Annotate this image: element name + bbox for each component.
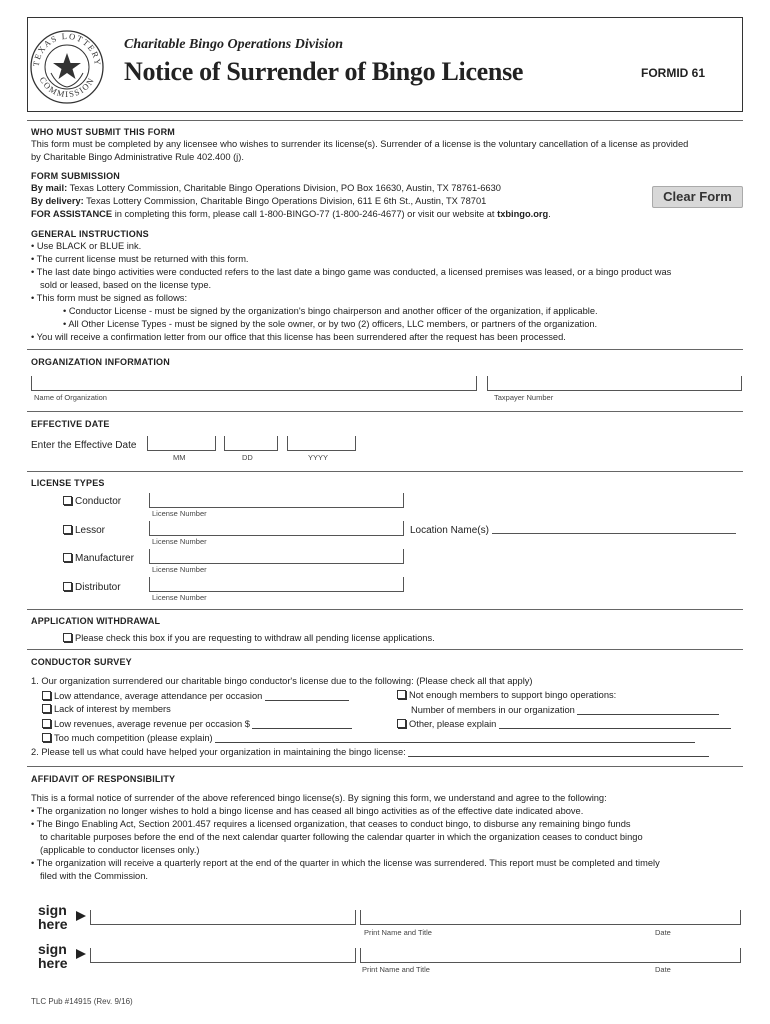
assistance-label: FOR ASSISTANCE — [31, 209, 113, 219]
instruction-item: • The last date bingo activities were conducted refers to the last date a bingo game was conducted, a licensed premises was leased, or a bingo product was — [31, 267, 672, 277]
effective-date-dd-field[interactable] — [224, 436, 278, 451]
divider — [27, 411, 743, 412]
not-enough-members-checkbox[interactable] — [397, 690, 616, 700]
affidavit-text: • The organization no longer wishes to hold a bingo license and has ceased all bingo activities as of the effective date indicated above. — [31, 806, 584, 816]
competition-checkbox[interactable] — [42, 732, 695, 743]
checkbox-icon — [42, 733, 51, 742]
checkbox-icon — [63, 553, 72, 562]
taxpayer-number-label: Taxpayer Number — [494, 393, 554, 402]
signature-field-1[interactable] — [90, 910, 356, 925]
affidavit-text: (applicable to conductor licenses only.) — [40, 845, 200, 855]
other-label: Other, please explain — [409, 719, 497, 729]
who-must-submit-text: by Charitable Bingo Administrative Rule 402.400 (j). — [31, 152, 244, 162]
competition-label: Too much competition (please explain) — [54, 733, 213, 743]
dd-label: DD — [242, 453, 253, 462]
divider — [27, 349, 743, 350]
conductor-license-number-field[interactable] — [149, 493, 404, 508]
arrow-right-icon — [75, 948, 87, 960]
number-of-members-field[interactable] — [577, 704, 719, 715]
general-instructions-heading: GENERAL INSTRUCTIONS — [31, 229, 149, 239]
instruction-item: • This form must be signed as follows: — [31, 293, 188, 303]
effective-date-heading: EFFECTIVE DATE — [31, 419, 110, 429]
affidavit-text: • The organization will receive a quarterly report at the end of the quarter in which the license was surrendered. This report must be completed and timely — [31, 858, 660, 868]
survey-question-2-field[interactable] — [408, 746, 709, 757]
affidavit-text: This is a formal notice of surrender of the above referenced bingo license(s). By signing this form, we understand and agree to the following: — [31, 793, 607, 803]
affidavit-text: filed with the Commission. — [40, 871, 148, 881]
not-enough-members-label: Not enough members to support bingo operations: — [409, 690, 617, 700]
organization-heading: ORGANIZATION INFORMATION — [31, 357, 170, 367]
number-of-members-label: Number of members in our organization — [411, 705, 575, 715]
checkbox-icon — [397, 690, 406, 699]
low-attendance-checkbox[interactable] — [42, 690, 349, 701]
instruction-item: • Use BLACK or BLUE ink. — [31, 241, 142, 251]
withdraw-applications-checkbox[interactable] — [63, 633, 435, 643]
clear-form-label: Clear Form — [663, 189, 732, 204]
mail-line — [31, 183, 501, 193]
print-name-label: Print Name and Title — [362, 965, 430, 974]
lessor-checkbox[interactable] — [63, 525, 105, 536]
affidavit-text: to charitable purposes before the end of the next calendar quarter following the calendar quarter in which the organization ceases to conduct bingo — [40, 832, 643, 842]
survey-question-1: 1. Our organization surrendered our charitable bingo conductor's license due to the following: (Please check all that apply) — [31, 676, 533, 686]
who-must-submit-heading: WHO MUST SUBMIT THIS FORM — [31, 127, 175, 137]
website-link[interactable]: txbingo.org — [497, 209, 549, 219]
delivery-label: By delivery: — [31, 196, 84, 206]
arrow-right-icon — [75, 910, 87, 922]
other-checkbox[interactable] — [397, 718, 731, 729]
checkbox-icon — [397, 719, 406, 728]
license-types-heading: LICENSE TYPES — [31, 478, 105, 488]
revenue-field[interactable] — [252, 718, 352, 729]
sign-here-label — [38, 942, 68, 970]
here-text: here — [38, 916, 68, 932]
here-text: here — [38, 955, 68, 971]
mail-label: By mail: — [31, 183, 68, 193]
clear-form-button[interactable] — [652, 186, 743, 208]
survey-question-2-label: 2. Please tell us what could have helped your organization in maintaining the bingo license: — [31, 747, 406, 757]
distributor-license-number-field[interactable] — [149, 577, 404, 592]
location-names-field[interactable] — [492, 523, 736, 534]
lack-interest-label: Lack of interest by members — [54, 704, 171, 714]
number-of-members — [411, 704, 719, 715]
effective-date-yyyy-field[interactable] — [287, 436, 356, 451]
form-submission-heading: FORM SUBMISSION — [31, 171, 121, 181]
conductor-label: Conductor — [75, 496, 122, 507]
instruction-item: • Conductor License - must be signed by the organization's bingo chairperson and another officer of the organization, if applicable. — [63, 306, 598, 316]
manufacturer-license-number-field[interactable] — [149, 549, 404, 564]
organization-name-field[interactable] — [31, 376, 477, 391]
checkbox-icon — [63, 582, 72, 591]
divider — [27, 766, 743, 767]
texas-lottery-seal — [27, 27, 107, 107]
divider — [27, 609, 743, 610]
low-revenues-label: Low revenues, average revenue per occasion $ — [54, 719, 250, 729]
lack-interest-checkbox[interactable] — [42, 704, 171, 714]
distributor-checkbox[interactable] — [63, 582, 121, 593]
license-number-label: License Number — [152, 509, 207, 518]
svg-text:COMMISSION: COMMISSION — [37, 75, 97, 100]
competition-explain-field[interactable] — [215, 732, 695, 743]
checkbox-icon — [42, 704, 51, 713]
survey-question-2 — [31, 746, 709, 757]
print-name-label: Print Name and Title — [364, 928, 432, 937]
instruction-item: • The current license must be returned with this form. — [31, 254, 249, 264]
footer-publication: TLC Pub #14915 (Rev. 9/16) — [31, 997, 133, 1006]
mm-label: MM — [173, 453, 186, 462]
checkbox-icon — [63, 496, 72, 505]
license-number-label: License Number — [152, 537, 207, 546]
divider — [27, 120, 743, 121]
conductor-survey-heading: CONDUCTOR SURVEY — [31, 657, 132, 667]
sign-here-label — [38, 903, 68, 931]
attendance-field[interactable] — [265, 690, 349, 701]
print-name-title-field-1[interactable] — [360, 910, 741, 925]
instruction-item: • You will receive a confirmation letter from our office that this license has been surrendered after the request has been processed. — [31, 332, 566, 342]
license-number-label: License Number — [152, 593, 207, 602]
date-label: Date — [655, 928, 671, 937]
lessor-license-number-field[interactable] — [149, 521, 404, 536]
distributor-label: Distributor — [75, 582, 121, 593]
assistance-line — [31, 209, 551, 219]
print-name-title-field-2[interactable] — [360, 948, 741, 963]
date-label: Date — [655, 965, 671, 974]
who-must-submit-text: This form must be completed by any licensee who wishes to surrender its license(s). Surrender of a license is the voluntary cancellation of a license as provided — [31, 139, 689, 149]
taxpayer-number-field[interactable] — [487, 376, 742, 391]
division-title: Charitable Bingo Operations Division — [124, 37, 343, 52]
affidavit-heading: AFFIDAVIT OF RESPONSIBILITY — [31, 774, 176, 784]
delivery-address: Texas Lottery Commission, Charitable Bingo Operations Division, 611 E 6th St., Austin, TX 78701 — [86, 196, 487, 206]
assistance-text: in completing this form, please call 1-800-BINGO-77 (1-800-246-4677) or visit our website at — [114, 209, 495, 219]
yyyy-label: YYYY — [308, 453, 329, 462]
assistance-period: . — [548, 209, 551, 219]
checkbox-icon — [63, 525, 72, 534]
conductor-checkbox[interactable] — [63, 496, 121, 507]
divider — [27, 649, 743, 650]
page-title: Notice of Surrender of Bingo License — [124, 57, 524, 86]
low-attendance-label: Low attendance, average attendance per occasion — [54, 691, 263, 701]
form-id: FORMID 61 — [641, 66, 706, 80]
withdraw-applications-label: Please check this box if you are requesting to withdraw all pending license applications. — [75, 633, 435, 643]
delivery-line — [31, 196, 486, 206]
location-names-label: Location Name(s) — [410, 525, 489, 536]
svg-text:TEXAS LOTTERY: TEXAS LOTTERY — [30, 30, 104, 68]
low-revenues-checkbox[interactable] — [42, 718, 352, 729]
effective-date-mm-field[interactable] — [147, 436, 216, 451]
organization-name-label: Name of Organization — [34, 393, 107, 402]
instruction-item: • All Other License Types - must be signed by the sole owner, or by two (2) officers, LLC members, or partners of the organization. — [63, 319, 598, 329]
sign-text: sign — [38, 941, 67, 957]
effective-date-prompt: Enter the Effective Date — [31, 440, 137, 451]
other-explain-field[interactable] — [499, 718, 731, 729]
mail-address: Texas Lottery Commission, Charitable Bingo Operations Division, PO Box 16630, Austin, TX 78761-6630 — [69, 183, 501, 193]
instruction-item: sold or leased, based on the license type. — [40, 280, 212, 290]
divider — [27, 471, 743, 472]
checkbox-icon — [42, 691, 51, 700]
sign-text: sign — [38, 902, 67, 918]
license-number-label: License Number — [152, 565, 207, 574]
checkbox-icon — [63, 633, 72, 642]
manufacturer-label: Manufacturer — [75, 553, 134, 564]
application-withdrawal-heading: APPLICATION WITHDRAWAL — [31, 616, 161, 626]
lessor-label: Lessor — [75, 525, 106, 536]
manufacturer-checkbox[interactable] — [63, 553, 134, 564]
affidavit-text: • The Bingo Enabling Act, Section 2001.457 requires a licensed organization, that ceases to conduct bingo, to disburse any remaining bingo funds — [31, 819, 631, 829]
checkbox-icon — [42, 719, 51, 728]
signature-field-2[interactable] — [90, 948, 356, 963]
